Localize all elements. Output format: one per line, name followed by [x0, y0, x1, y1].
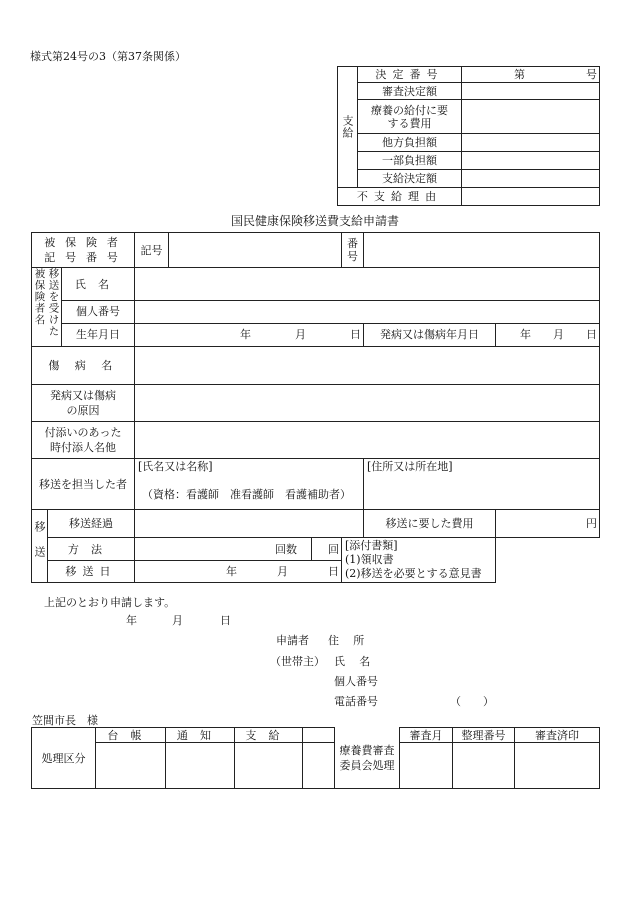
- main-form-table: [31, 232, 600, 583]
- review-stamp-cell[interactable]: [515, 743, 600, 789]
- decision-number-suffix: 号: [586, 68, 597, 81]
- decision-number-field[interactable]: [462, 67, 600, 83]
- carrier-address-field[interactable]: [364, 459, 600, 510]
- other-burden-field[interactable]: [462, 134, 600, 152]
- nonpayment-reason-label: 不支給理由: [338, 188, 462, 206]
- yen-unit: 円: [586, 517, 598, 530]
- processing-blank-header: [303, 728, 335, 743]
- injury-name-field[interactable]: [135, 347, 600, 385]
- transfer-month-unit: 月: [277, 565, 289, 578]
- householder-label: （世帯主）: [270, 655, 325, 668]
- notice-column-header: 通知: [166, 728, 235, 743]
- personal-number-field[interactable]: [135, 301, 600, 323]
- payment-column-header: 支給: [235, 728, 303, 743]
- transfer-route-field[interactable]: [135, 510, 364, 538]
- cause-label: 発病又は傷病の原因: [32, 385, 135, 422]
- payment-decision-amount-field[interactable]: [462, 170, 600, 188]
- carrier-qualification: （資格：看護師 准看護師 看護補助者）: [142, 488, 352, 501]
- name-label: 氏名: [62, 268, 135, 301]
- processing-table: [31, 727, 600, 789]
- personal-number-label: 個人番号: [62, 301, 135, 323]
- transfer-side-label: 移送: [32, 510, 48, 583]
- partial-burden-field[interactable]: [462, 152, 600, 170]
- processing-blank-cell[interactable]: [303, 743, 335, 789]
- applicant-phone-label: 電話番号: [334, 695, 378, 708]
- form-title: 国民健康保険移送費支給申請書: [230, 214, 399, 228]
- declaration-month: 月: [172, 614, 183, 627]
- number-label: 番号: [342, 233, 364, 268]
- decision-number-prefix: 第: [514, 68, 525, 81]
- applicant-personal-number-label: 個人番号: [334, 675, 378, 688]
- declaration-year: 年: [126, 614, 137, 627]
- onset-date-field[interactable]: [496, 323, 600, 347]
- applicant-name-label: 氏名: [334, 655, 385, 668]
- symbol-label: 記号: [135, 233, 169, 268]
- ledger-column-header: 台帳: [96, 728, 166, 743]
- review-decision-amount-label: 審査決定額: [358, 83, 462, 100]
- payment-decision-box: [337, 66, 600, 206]
- committee-label: 療養費審査委員会処理: [335, 728, 400, 789]
- attachment-receipt: (1)領収書: [345, 553, 394, 566]
- number-field[interactable]: [364, 233, 600, 268]
- care-cost-field[interactable]: [462, 100, 600, 134]
- payment-cell[interactable]: [235, 743, 303, 789]
- transfer-route-label: 移送経過: [48, 510, 135, 538]
- nonpayment-reason-field[interactable]: [462, 188, 600, 206]
- ledger-cell[interactable]: [96, 743, 166, 789]
- partial-burden-label: 一部負担額: [358, 152, 462, 170]
- review-stamp-header: 審査済印: [515, 728, 600, 743]
- count-label: 回数: [275, 542, 298, 556]
- onset-day-unit: 日: [586, 328, 598, 342]
- onset-date-label: 発病又は傷病年月日: [364, 323, 496, 347]
- applicant-label: 申請者: [276, 634, 309, 647]
- care-cost-label: 療養の給付に要する費用: [358, 100, 462, 134]
- count-unit: 回: [328, 542, 340, 556]
- review-month-header: 審査月: [400, 728, 453, 743]
- transfer-date-field[interactable]: [135, 561, 342, 583]
- other-burden-label: 他方負担額: [358, 134, 462, 152]
- birth-year-unit: 年: [240, 328, 252, 342]
- count-field[interactable]: [312, 538, 342, 561]
- applicant-phone-parens: （ ）: [450, 695, 494, 708]
- carrier-name-field[interactable]: [135, 459, 364, 510]
- birth-day-unit: 日: [350, 328, 362, 342]
- insured-symbol-number-label: 被保険者記号番号: [32, 233, 135, 268]
- notice-cell[interactable]: [166, 743, 235, 789]
- review-month-cell[interactable]: [400, 743, 453, 789]
- attachment-opinion: (2)移送を必要とする意見書: [345, 567, 482, 580]
- cause-field[interactable]: [135, 385, 600, 422]
- carrier-address-label: [住所又は所在地]: [367, 460, 453, 473]
- review-decision-amount-field[interactable]: [462, 83, 600, 100]
- transferred-person-label: 移送を受けた被保険者名: [32, 268, 62, 347]
- processing-category-label: 処理区分: [32, 728, 96, 789]
- attendant-field[interactable]: [135, 422, 600, 459]
- transfer-year-unit: 年: [226, 565, 238, 578]
- carrier-label: 移送を担当した者: [32, 459, 135, 510]
- birth-month-unit: 月: [295, 328, 307, 342]
- method-field[interactable]: [135, 538, 312, 561]
- transfer-cost-label: 移送に要した費用: [364, 510, 496, 538]
- addressee: 笠間市長 様: [32, 714, 98, 727]
- attendant-label: 付添いのあった時付添人名他: [32, 422, 135, 459]
- birth-date-label: 生年月日: [62, 323, 135, 347]
- declaration-statement: 上記のとおり申請します。: [44, 596, 176, 609]
- applicant-address-label: 住所: [328, 634, 379, 647]
- injury-name-label: 傷病名: [32, 347, 135, 385]
- onset-month-unit: 月: [553, 328, 565, 342]
- transfer-day-unit: 日: [328, 565, 340, 578]
- method-label: 方法: [48, 538, 135, 561]
- name-field[interactable]: [135, 268, 600, 301]
- birth-date-field[interactable]: [135, 323, 364, 347]
- form-number: 様式第24号の3（第37条関係）: [30, 50, 186, 63]
- payment-side-label: 支給: [338, 67, 358, 188]
- attachments-label: [添付書類]: [345, 539, 398, 552]
- payment-decision-amount-label: 支給決定額: [358, 170, 462, 188]
- symbol-field[interactable]: [169, 233, 342, 268]
- declaration-day: 日: [220, 614, 231, 627]
- attachments-box: [342, 538, 496, 583]
- onset-year-unit: 年: [520, 328, 532, 342]
- carrier-name-label: [氏名又は名称]: [138, 460, 213, 473]
- decision-number-label: 決定番号: [358, 67, 462, 83]
- reference-number-cell[interactable]: [453, 743, 515, 789]
- reference-number-header: 整理番号: [453, 728, 515, 743]
- transfer-date-label: 移送日: [48, 561, 135, 583]
- transfer-cost-field[interactable]: [496, 510, 600, 538]
